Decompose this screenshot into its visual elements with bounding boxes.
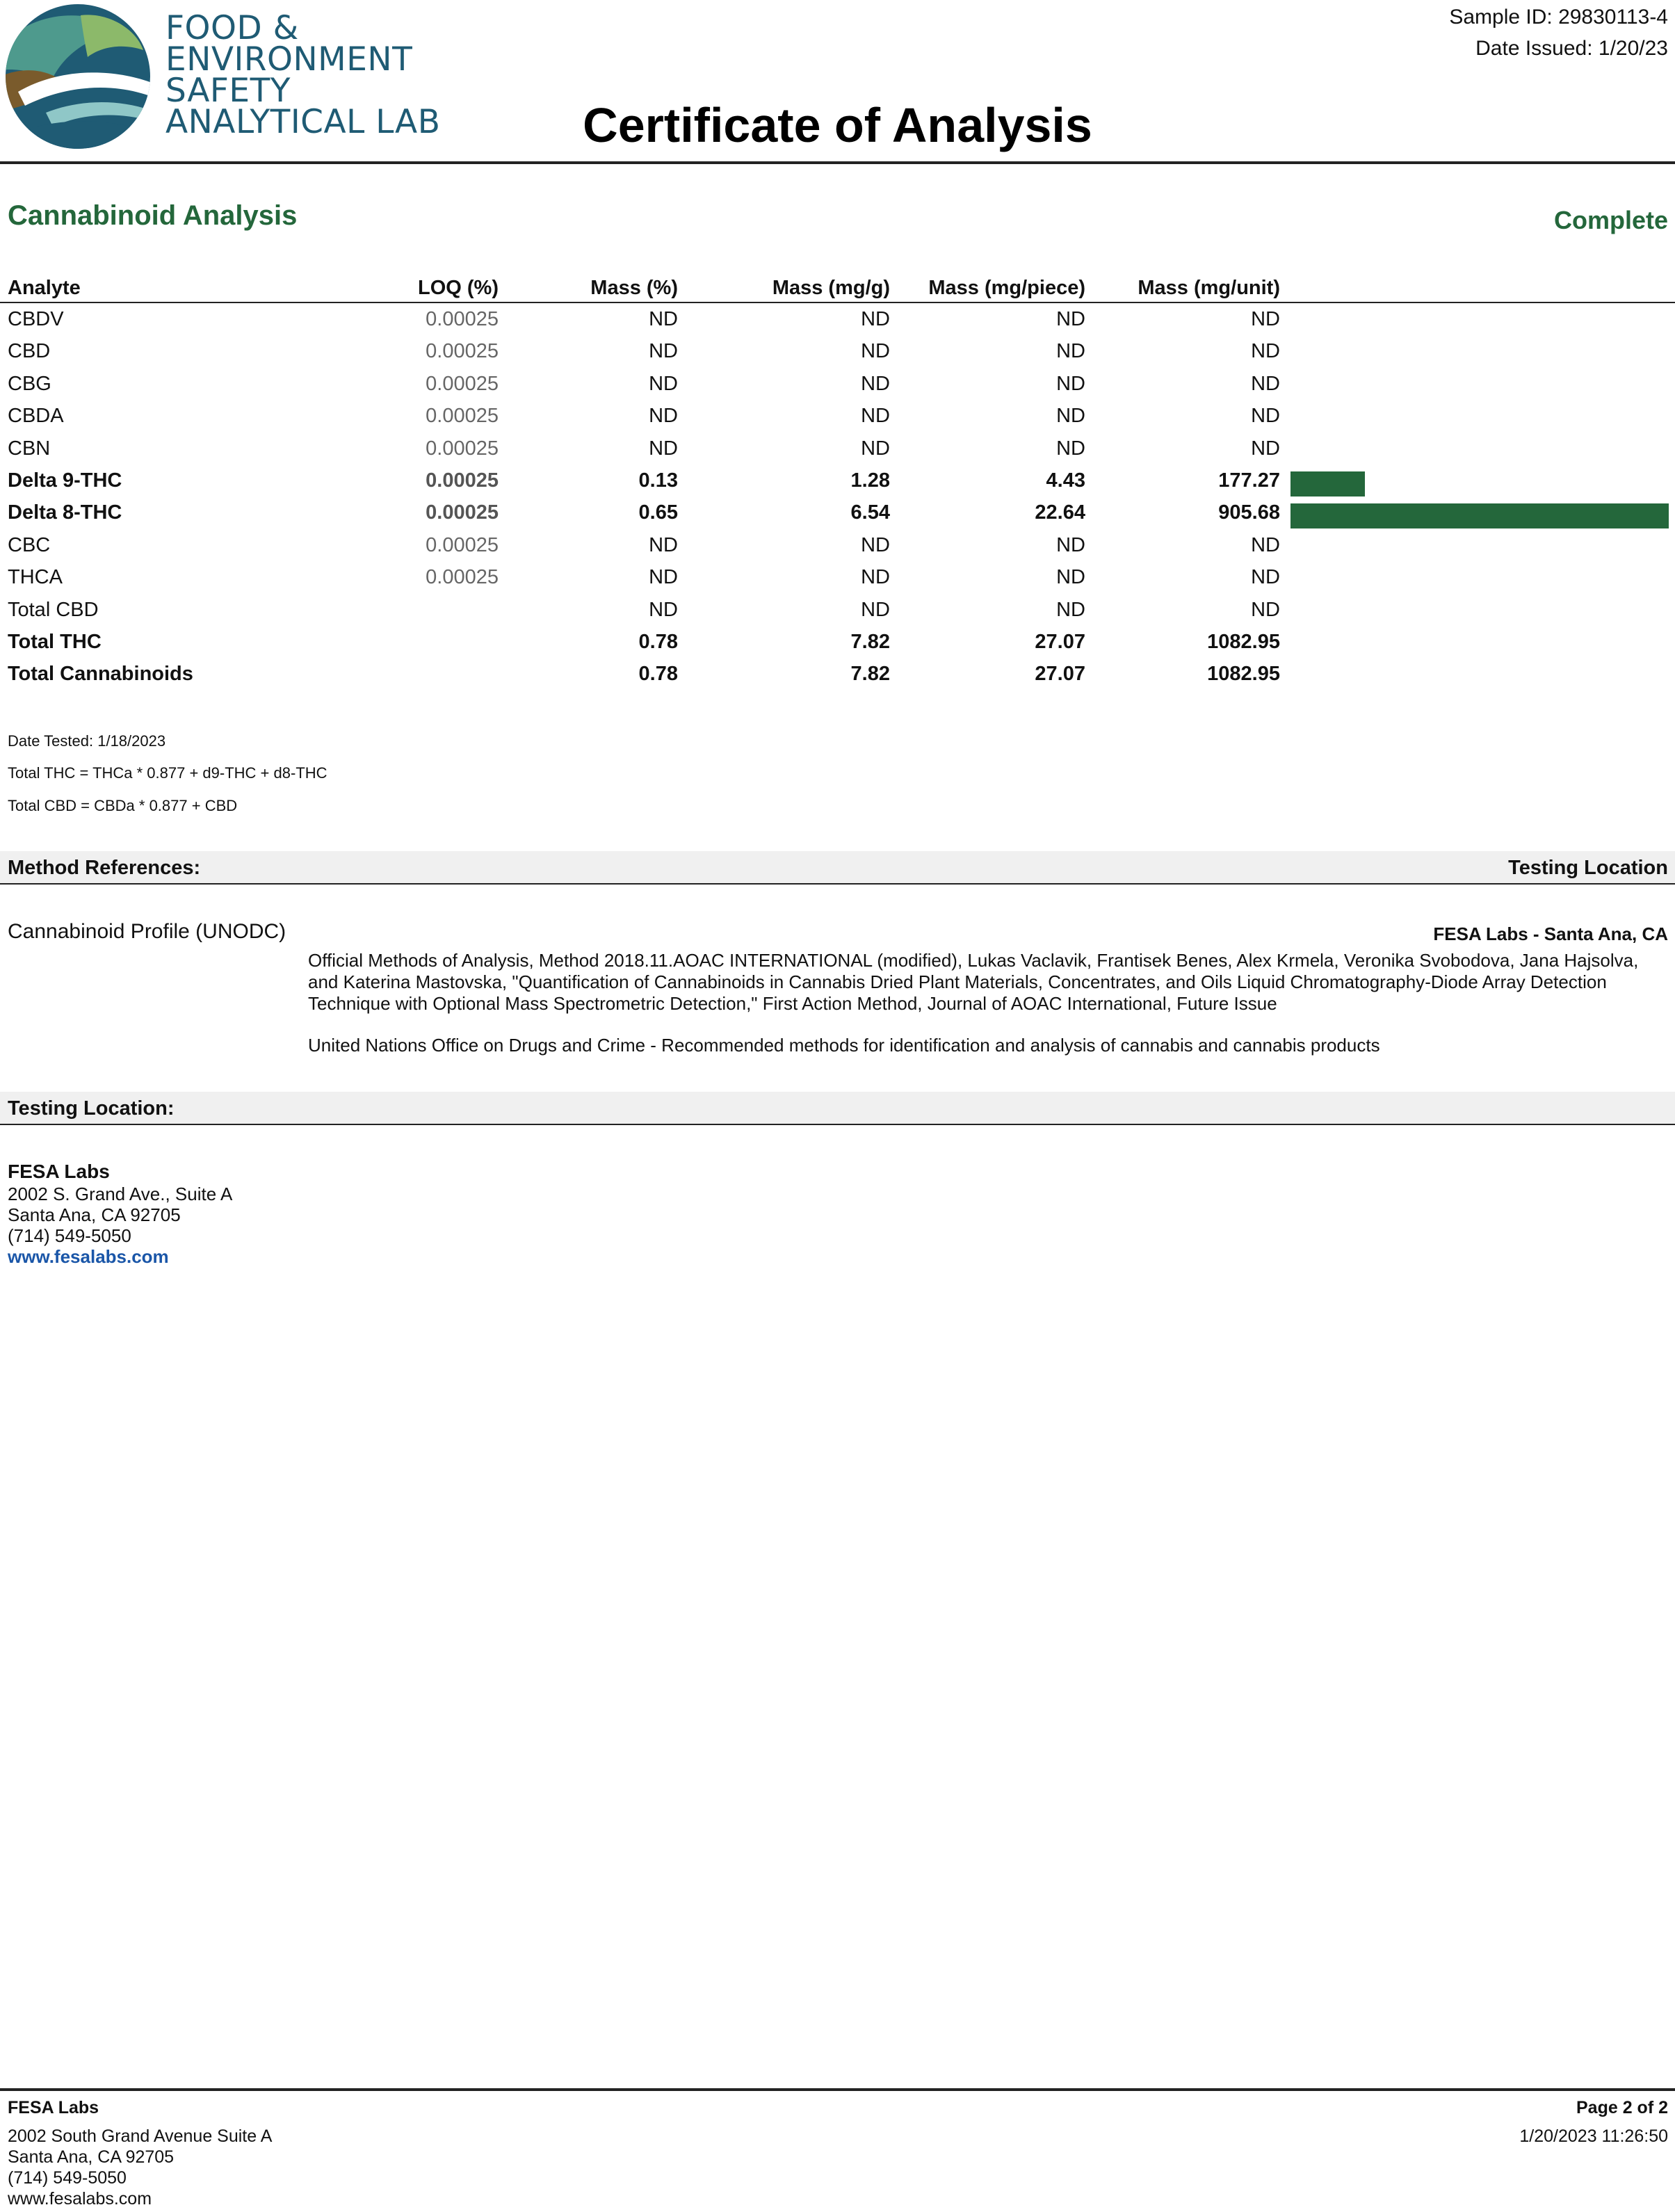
cell-mass-mg-piece: ND xyxy=(1056,566,1085,588)
total-thc-formula-note: Total THC = THCa * 0.877 + d9-THC + d8-THC xyxy=(8,764,327,782)
cell-mass-mg-g: ND xyxy=(861,566,890,588)
cell-mass-mg-g: ND xyxy=(861,437,890,460)
cell-loq: 0.00025 xyxy=(426,405,499,427)
cell-analyte: CBN xyxy=(8,437,51,460)
cell-analyte: CBC xyxy=(8,534,51,556)
cell-mass-pct: 0.13 xyxy=(638,469,678,492)
cell-mass-mg-unit: ND xyxy=(1251,437,1280,460)
concentration-bar xyxy=(1290,471,1365,497)
cell-analyte: Total THC xyxy=(8,631,102,653)
cell-mass-mg-g: ND xyxy=(861,599,890,621)
cell-mass-mg-unit: ND xyxy=(1251,340,1280,362)
testing-location-label: Testing Location: xyxy=(8,1097,175,1120)
cell-mass-pct: 0.78 xyxy=(638,631,678,653)
cell-mass-pct: 0.78 xyxy=(638,663,678,685)
footer-address-line-2: Santa Ana, CA 92705 xyxy=(8,2147,175,2167)
cell-mass-mg-g: 6.54 xyxy=(850,501,890,524)
logo-text-line-2: ENVIRONMENT xyxy=(165,40,413,79)
logo-text-line-3: SAFETY xyxy=(165,72,291,110)
footer-phone: (714) 549-5050 xyxy=(8,2168,127,2188)
cell-mass-mg-unit: ND xyxy=(1251,599,1280,621)
cell-mass-mg-piece: 4.43 xyxy=(1046,469,1085,492)
header-divider xyxy=(0,161,1675,164)
footer-website: www.fesalabs.com xyxy=(8,2189,152,2209)
cell-mass-pct: ND xyxy=(649,437,678,460)
cell-mass-pct: ND xyxy=(649,599,678,621)
method-reference-unodc: United Nations Office on Drugs and Crime - Recommended methods for identification and analysis of cannabis and cannabis products xyxy=(308,1035,1380,1056)
testing-location-divider xyxy=(0,1124,1675,1125)
col-header-mass-pct: Mass (%) xyxy=(590,277,678,299)
cell-mass-mg-piece: 22.64 xyxy=(1035,501,1085,524)
method-testing-location: FESA Labs - Santa Ana, CA xyxy=(1433,923,1668,944)
status-badge: Complete xyxy=(1553,206,1668,234)
cell-mass-pct: ND xyxy=(649,373,678,395)
total-cbd-formula-note: Total CBD = CBDa * 0.877 + CBD xyxy=(8,797,238,814)
method-references-divider xyxy=(0,883,1675,885)
cell-mass-pct: ND xyxy=(649,405,678,427)
lab-address-line-1: 2002 S. Grand Ave., Suite A xyxy=(8,1184,233,1204)
cell-mass-pct: ND xyxy=(649,308,678,330)
document-title: Certificate of Analysis xyxy=(583,98,1092,152)
page-number: Page 2 of 2 xyxy=(1576,2098,1668,2117)
logo-text-line-4: ANALYTICAL LAB xyxy=(165,103,441,141)
logo-text-line-1: FOOD & xyxy=(165,9,299,47)
cell-mass-mg-g: ND xyxy=(861,308,890,330)
cell-mass-mg-unit: 1082.95 xyxy=(1207,631,1280,653)
cell-analyte: CBDV xyxy=(8,308,64,330)
cell-loq: 0.00025 xyxy=(426,437,499,460)
cell-mass-mg-g: ND xyxy=(861,373,890,395)
lab-name: FESA Labs xyxy=(8,1161,110,1182)
cell-mass-mg-piece: ND xyxy=(1056,405,1085,427)
cell-loq: 0.00025 xyxy=(426,534,499,556)
date-tested-note: Date Tested: 1/18/2023 xyxy=(8,732,166,750)
footer-divider xyxy=(0,2088,1675,2091)
cell-mass-mg-g: ND xyxy=(861,534,890,556)
date-issued: Date Issued: 1/20/23 xyxy=(1475,37,1668,60)
cell-mass-mg-piece: 27.07 xyxy=(1035,663,1085,685)
cell-analyte: Delta 9-THC xyxy=(8,469,122,492)
cell-loq: 0.00025 xyxy=(426,469,499,492)
cell-mass-mg-unit: 905.68 xyxy=(1218,501,1280,524)
cell-mass-mg-g: ND xyxy=(861,340,890,362)
col-header-mass-mg-g: Mass (mg/g) xyxy=(772,277,890,299)
cell-mass-mg-piece: ND xyxy=(1056,599,1085,621)
cell-mass-mg-piece: ND xyxy=(1056,534,1085,556)
cell-mass-mg-unit: 177.27 xyxy=(1218,469,1280,492)
cell-loq: 0.00025 xyxy=(426,566,499,588)
testing-location-column-label: Testing Location xyxy=(1508,857,1668,879)
cell-analyte: Delta 8-THC xyxy=(8,501,122,524)
cell-mass-mg-piece: ND xyxy=(1056,340,1085,362)
lab-phone: (714) 549-5050 xyxy=(8,1225,131,1246)
cell-analyte: CBDA xyxy=(8,405,64,427)
col-header-loq: LOQ (%) xyxy=(418,277,499,299)
cell-mass-pct: 0.65 xyxy=(638,501,678,524)
cell-mass-mg-unit: 1082.95 xyxy=(1207,663,1280,685)
cell-loq: 0.00025 xyxy=(426,308,499,330)
cell-loq: 0.00025 xyxy=(426,501,499,524)
cell-mass-mg-g: 1.28 xyxy=(850,469,890,492)
cell-mass-mg-piece: ND xyxy=(1056,437,1085,460)
cell-mass-mg-piece: ND xyxy=(1056,373,1085,395)
cell-mass-mg-g: 7.82 xyxy=(850,631,890,653)
cell-loq: 0.00025 xyxy=(426,373,499,395)
cell-mass-mg-g: ND xyxy=(861,405,890,427)
cell-mass-mg-unit: ND xyxy=(1251,566,1280,588)
section-title-cannabinoid: Cannabinoid Analysis xyxy=(8,200,298,231)
cell-analyte: Total Cannabinoids xyxy=(8,663,193,685)
cell-mass-mg-g: 7.82 xyxy=(850,663,890,685)
footer-lab-name: FESA Labs xyxy=(8,2098,99,2117)
cell-mass-pct: ND xyxy=(649,534,678,556)
cell-mass-mg-unit: ND xyxy=(1251,534,1280,556)
method-references-label: Method References: xyxy=(8,857,201,879)
lab-website-link[interactable]: www.fesalabs.com xyxy=(8,1246,169,1267)
testing-location-band xyxy=(0,1092,1675,1125)
col-header-analyte: Analyte xyxy=(8,277,81,299)
cell-mass-mg-unit: ND xyxy=(1251,405,1280,427)
cell-mass-pct: ND xyxy=(649,566,678,588)
sample-id: Sample ID: 29830113-4 xyxy=(1449,6,1668,29)
cell-analyte: THCA xyxy=(8,566,63,588)
cell-analyte: Total CBD xyxy=(8,599,99,621)
col-header-mass-mg-unit: Mass (mg/unit) xyxy=(1138,277,1280,299)
table-header-divider xyxy=(0,302,1675,303)
cell-loq: 0.00025 xyxy=(426,340,499,362)
method-name: Cannabinoid Profile (UNODC) xyxy=(8,920,286,943)
footer-address-line-1: 2002 South Grand Avenue Suite A xyxy=(8,2126,273,2146)
cell-mass-mg-piece: ND xyxy=(1056,308,1085,330)
method-reference-aoac: Official Methods of Analysis, Method 2018.11.AOAC INTERNATIONAL (modified), Lukas Vaclavik, Frantisek Benes, Alex Krmela, Veronika Svobodova, Jana Hajsolva, and Katerina Mastovska, "Quantification of Cannabinoids in Cannabis Dried Plant Materials, Concentrates, and Oils Liquid Chromatography-Diode Array Detection Technique with Optional Mass Spectrometric Detection," First Action Method, Journal of AOAC International, Future Issue xyxy=(308,950,1639,1014)
cell-analyte: CBG xyxy=(8,373,51,395)
cell-mass-pct: ND xyxy=(649,340,678,362)
cell-mass-mg-unit: ND xyxy=(1251,373,1280,395)
cell-mass-mg-unit: ND xyxy=(1251,308,1280,330)
concentration-bar xyxy=(1290,503,1669,528)
cell-mass-mg-piece: 27.07 xyxy=(1035,631,1085,653)
method-references-band xyxy=(0,851,1675,885)
lab-address-line-2: Santa Ana, CA 92705 xyxy=(8,1204,181,1225)
col-header-mass-mg-piece: Mass (mg/piece) xyxy=(928,277,1085,299)
footer-timestamp: 1/20/2023 11:26:50 xyxy=(1519,2126,1668,2146)
cell-analyte: CBD xyxy=(8,340,51,362)
